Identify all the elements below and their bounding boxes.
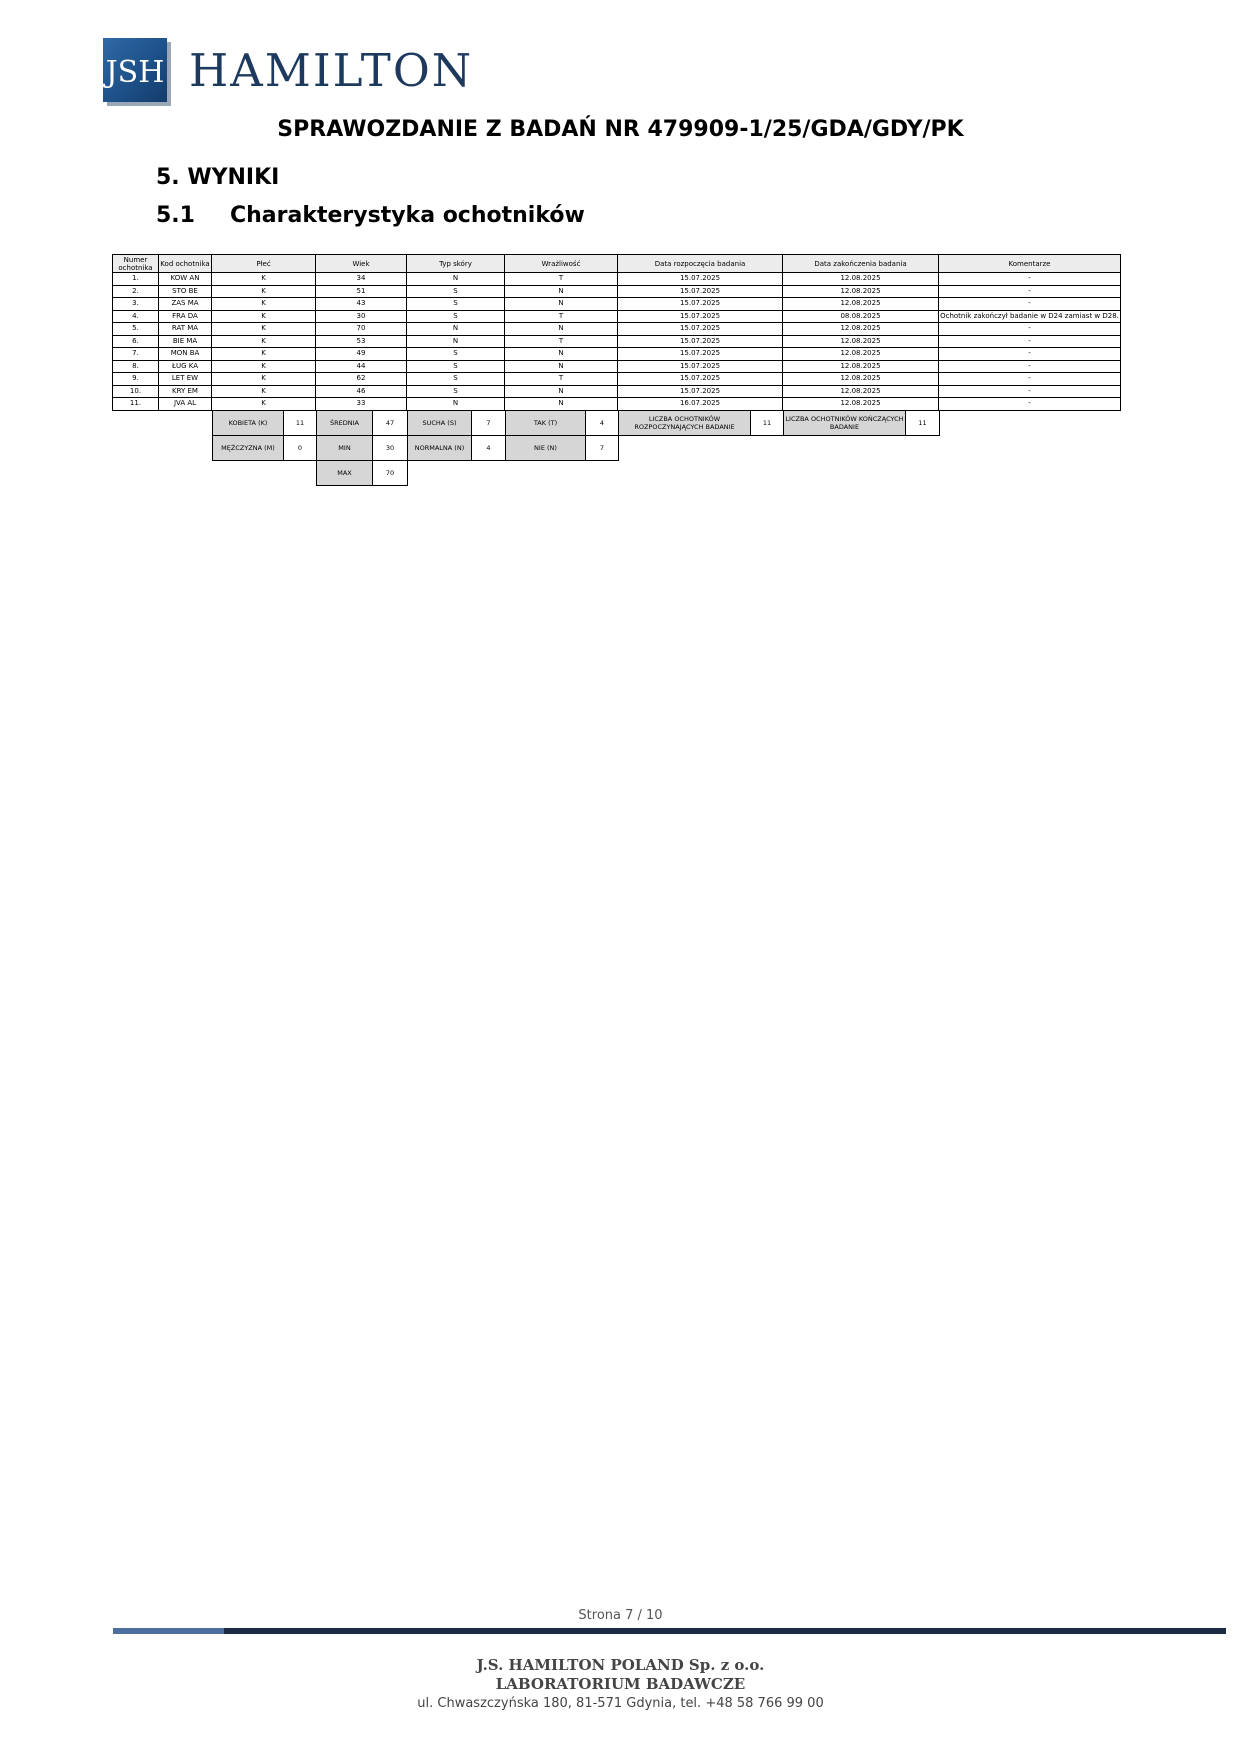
- table-cell: 7.: [113, 348, 159, 361]
- table-cell: N: [505, 385, 618, 398]
- logo-letters: JSH: [105, 55, 165, 90]
- table-cell: N: [505, 360, 618, 373]
- table-cell: K: [212, 360, 316, 373]
- table-cell: K: [212, 285, 316, 298]
- table-cell: K: [212, 348, 316, 361]
- table-cell: 62: [316, 373, 407, 386]
- summary-label: ŚREDNIA: [317, 411, 373, 436]
- column-header: Komentarze: [939, 255, 1121, 273]
- summary-label: SUCHA (S): [408, 411, 472, 436]
- subsection-heading: [156, 203, 585, 228]
- column-header: Wiek: [316, 255, 407, 273]
- table-cell: 1.: [113, 273, 159, 286]
- table-cell: Ochotnik zakończył badanie w D24 zamiast w D28.: [939, 310, 1121, 323]
- column-header: Data zakończenia badania: [783, 255, 939, 273]
- logo-mark-icon: [103, 38, 167, 102]
- table-cell: S: [407, 360, 505, 373]
- table-cell: STO BE: [159, 285, 212, 298]
- table-cell: 46: [316, 385, 407, 398]
- table-cell: -: [939, 273, 1121, 286]
- table-cell: 53: [316, 335, 407, 348]
- summary-age: [316, 410, 408, 486]
- table-cell: S: [407, 298, 505, 311]
- table-cell: KOW AN: [159, 273, 212, 286]
- volunteers-table: [112, 254, 1121, 411]
- table-row: [113, 323, 1121, 336]
- table-cell: 5.: [113, 323, 159, 336]
- page-number: Strona 7 / 10: [578, 1608, 663, 1623]
- table-cell: MON BA: [159, 348, 212, 361]
- table-cell: K: [212, 335, 316, 348]
- footer-lab: LABORATORIUM BADAWCZE: [495, 1675, 746, 1693]
- table-cell: N: [505, 285, 618, 298]
- table-cell: 15.07.2025: [618, 298, 783, 311]
- table-cell: N: [407, 398, 505, 411]
- column-header: Typ skóry: [407, 255, 505, 273]
- table-cell: S: [407, 348, 505, 361]
- table-row: [113, 285, 1121, 298]
- table-cell: T: [505, 373, 618, 386]
- report-title: SPRAWOZDANIE Z BADAŃ NR 479909-1/25/GDA/GDY/PK: [277, 117, 964, 142]
- table-cell: N: [505, 323, 618, 336]
- table-cell: -: [939, 335, 1121, 348]
- table-cell: -: [939, 298, 1121, 311]
- summary-label: KOBIETA (K): [213, 411, 284, 436]
- table-cell: 15.07.2025: [618, 310, 783, 323]
- summary-label: TAK (T): [506, 411, 586, 436]
- table-row: [113, 298, 1121, 311]
- table-cell: 70: [316, 323, 407, 336]
- subsection-number: 5.1: [156, 203, 195, 228]
- table-cell: N: [505, 348, 618, 361]
- summary-value: 7: [586, 436, 619, 461]
- table-cell: 15.07.2025: [618, 285, 783, 298]
- table-row: [113, 385, 1121, 398]
- summary-value: 7: [472, 411, 506, 436]
- table-cell: 6.: [113, 335, 159, 348]
- column-header: Wrażliwość: [505, 255, 618, 273]
- table-cell: 16.07.2025: [618, 398, 783, 411]
- table-cell: 33: [316, 398, 407, 411]
- table-cell: 34: [316, 273, 407, 286]
- summary-value: 70: [373, 461, 408, 486]
- table-cell: 2.: [113, 285, 159, 298]
- footer-company: J.S. HAMILTON POLAND Sp. z o.o.: [476, 1656, 765, 1674]
- table-cell: K: [212, 310, 316, 323]
- summary-value: 11: [906, 411, 940, 436]
- table-cell: 11.: [113, 398, 159, 411]
- summary-sensitivity: [505, 410, 619, 461]
- summary-skin-type: [407, 410, 506, 461]
- summary-label: MĘŻCZYZNA (M): [213, 436, 284, 461]
- table-cell: 15.07.2025: [618, 348, 783, 361]
- table-cell: KRY EM: [159, 385, 212, 398]
- summary-label: LICZBA OCHOTNIKÓW KOŃCZĄCYCH BADANIE: [784, 411, 906, 436]
- table-cell: JVA AL: [159, 398, 212, 411]
- table-cell: T: [505, 335, 618, 348]
- table-cell: K: [212, 323, 316, 336]
- table-cell: 15.07.2025: [618, 373, 783, 386]
- table-cell: T: [505, 273, 618, 286]
- table-cell: 51: [316, 285, 407, 298]
- table-cell: K: [212, 273, 316, 286]
- table-cell: S: [407, 373, 505, 386]
- table-cell: -: [939, 348, 1121, 361]
- table-row: [113, 398, 1121, 411]
- table-cell: 08.08.2025: [783, 310, 939, 323]
- column-header: Numer ochotnika: [113, 255, 159, 273]
- table-cell: 44: [316, 360, 407, 373]
- table-cell: 9.: [113, 373, 159, 386]
- table-cell: 15.07.2025: [618, 385, 783, 398]
- section-heading: 5. WYNIKI: [156, 165, 280, 190]
- summary-starting-volunteers: [618, 410, 784, 436]
- table-row: [113, 360, 1121, 373]
- summary-value: 30: [373, 436, 408, 461]
- table-cell: 15.07.2025: [618, 323, 783, 336]
- table-cell: -: [939, 385, 1121, 398]
- summary-value: 11: [284, 411, 317, 436]
- summary-value: 4: [586, 411, 619, 436]
- table-cell: N: [505, 398, 618, 411]
- table-cell: 12.08.2025: [783, 335, 939, 348]
- table-cell: -: [939, 285, 1121, 298]
- table-row: [113, 373, 1121, 386]
- table-cell: 12.08.2025: [783, 273, 939, 286]
- summary-label: NORMALNA (N): [408, 436, 472, 461]
- logo-text: HAMILTON: [189, 43, 474, 97]
- table-cell: S: [407, 310, 505, 323]
- table-cell: 12.08.2025: [783, 385, 939, 398]
- table-cell: 12.08.2025: [783, 398, 939, 411]
- table-cell: K: [212, 298, 316, 311]
- summary-sex: [212, 410, 317, 461]
- table-cell: 49: [316, 348, 407, 361]
- table-cell: 12.08.2025: [783, 323, 939, 336]
- table-cell: T: [505, 310, 618, 323]
- table-cell: -: [939, 398, 1121, 411]
- table-cell: N: [407, 335, 505, 348]
- company-logo: [103, 38, 473, 102]
- summary-value: 47: [373, 411, 408, 436]
- table-cell: 12.08.2025: [783, 348, 939, 361]
- table-cell: 12.08.2025: [783, 360, 939, 373]
- table-cell: -: [939, 360, 1121, 373]
- table-cell: 3.: [113, 298, 159, 311]
- table-cell: ZAS MA: [159, 298, 212, 311]
- table-row: [113, 273, 1121, 286]
- summary-label: MAX: [317, 461, 373, 486]
- table-row: [113, 310, 1121, 323]
- table-cell: 10.: [113, 385, 159, 398]
- summary-finishing-volunteers: [783, 410, 940, 436]
- footer-address: ul. Chwaszczyńska 180, 81-571 Gdynia, tel. +48 58 766 99 00: [417, 1696, 824, 1711]
- table-cell: 12.08.2025: [783, 298, 939, 311]
- summary-label: MIN: [317, 436, 373, 461]
- table-cell: BIE MA: [159, 335, 212, 348]
- table-cell: 15.07.2025: [618, 360, 783, 373]
- table-cell: N: [407, 323, 505, 336]
- table-row: [113, 335, 1121, 348]
- subsection-title: Charakterystyka ochotników: [230, 203, 585, 228]
- table-row: [113, 348, 1121, 361]
- column-header: Kod ochotnika: [159, 255, 212, 273]
- table-cell: LET EW: [159, 373, 212, 386]
- table-cell: 12.08.2025: [783, 285, 939, 298]
- table-cell: K: [212, 398, 316, 411]
- table-cell: 30: [316, 310, 407, 323]
- summary-value: 11: [751, 411, 784, 436]
- table-cell: K: [212, 385, 316, 398]
- table-cell: 15.07.2025: [618, 273, 783, 286]
- footer: [0, 1656, 1241, 1713]
- table-cell: RAT MA: [159, 323, 212, 336]
- table-cell: S: [407, 285, 505, 298]
- table-cell: 8.: [113, 360, 159, 373]
- table-cell: 12.08.2025: [783, 373, 939, 386]
- summary-label: NIE (N): [506, 436, 586, 461]
- table-cell: ŁUG KA: [159, 360, 212, 373]
- table-cell: N: [505, 298, 618, 311]
- table-cell: 4.: [113, 310, 159, 323]
- table-header-row: [113, 255, 1121, 273]
- column-header: Data rozpoczęcia badania: [618, 255, 783, 273]
- summary-value: 4: [472, 436, 506, 461]
- column-header: Płeć: [212, 255, 316, 273]
- table-cell: 43: [316, 298, 407, 311]
- table-cell: N: [407, 273, 505, 286]
- table-cell: K: [212, 373, 316, 386]
- table-cell: -: [939, 323, 1121, 336]
- table-cell: 15.07.2025: [618, 335, 783, 348]
- summary-label: LICZBA OCHOTNIKÓW ROZPOCZYNAJĄCYCH BADANIE: [619, 411, 751, 436]
- table-cell: -: [939, 373, 1121, 386]
- summary-value: 0: [284, 436, 317, 461]
- footer-divider: [113, 1628, 1226, 1634]
- table-cell: S: [407, 385, 505, 398]
- table-cell: FRA DA: [159, 310, 212, 323]
